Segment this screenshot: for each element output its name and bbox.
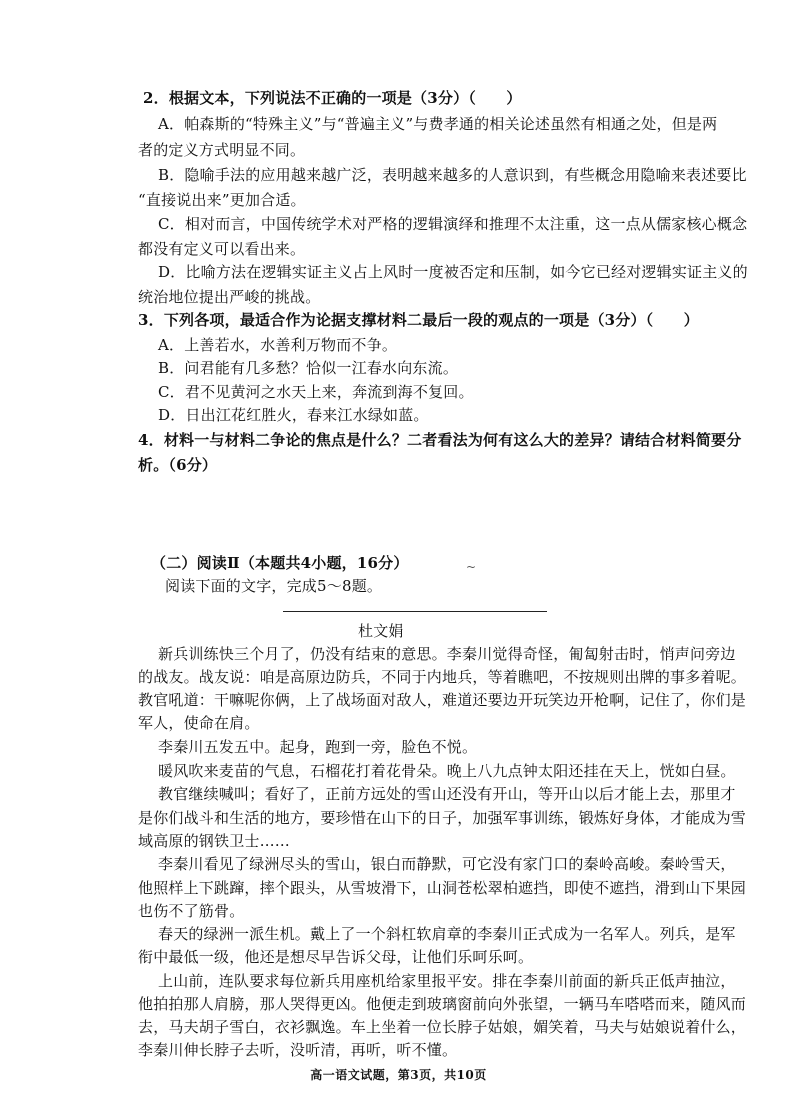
question-3-option-b: B．问君能有几多愁？恰似一江春水向东流。	[158, 359, 459, 377]
title-divider	[283, 611, 547, 612]
story-author: 杜文娟	[358, 622, 404, 640]
story-p4-line1: 教官继续喊叫；看好了，正前方远处的雪山还没有开山，等开山以后才能上去，那里才	[158, 785, 736, 803]
story-p1-line2: 的战友。战友说：咱是高原边防兵，不同于内地兵，等着瞧吧，不按规则出牌的事多着呢。	[138, 668, 747, 686]
question-2-option-a-line1: A．帕森斯的“特殊主义”与“普遍主义”与费孝通的相关论述虽然有相通之处，但是两	[158, 115, 718, 133]
page-footer: 高一语文试题，第3页，共10页	[310, 1068, 487, 1082]
story-p4-line2: 是你们战斗和生活的地方，要珍惜在山下的日子，加强军事训练，锻炼好身体，才能成为雪	[138, 809, 747, 827]
story-p5-line2: 他照样上下跳蹿，摔个跟头，从雪坡滑下，山洞苍松翠柏遮挡，即使不遮挡，滑到山下果园	[138, 879, 747, 897]
story-p7-line3: 去，马夫胡子雪白，衣衫飘逸。车上坐着一位长脖子姑娘，媚笑着，马夫与姑娘说着什么，	[138, 1018, 747, 1036]
question-2-option-a-line2: 者的定义方式明显不同。	[138, 141, 306, 159]
story-p7-line1: 上山前，连队要求每位新兵用座机给家里报平安。排在李秦川前面的新兵正低声抽泣，	[158, 972, 736, 990]
question-4-stem-line2: 析。（6分）	[138, 456, 218, 474]
story-p3-line1: 暖风吹来麦苗的气息，石榴花打着花骨朵。晚上八九点钟太阳还挂在天上，恍如白昼。	[158, 762, 736, 780]
story-p1-line4: 军人，使命在肩。	[138, 714, 260, 732]
story-p6-line1: 春天的绿洲一派生机。戴上了一个斜杠软肩章的李秦川正式成为一名军人。列兵，是军	[158, 925, 736, 943]
story-p6-line2: 衔中最低一级，他还是想尽早告诉父母，让他们乐呵乐呵。	[138, 948, 534, 966]
section-2-heading: （二）阅读Ⅱ（本题共4小题，16分）	[151, 554, 409, 572]
question-2-option-b-line1: B．隐喻手法的应用越来越广泛，表明越来越多的人意识到，有些概念用隐喻来表述要比	[158, 166, 747, 184]
story-p2-line1: 李秦川五发五中。起身，跑到一旁，脸色不悦。	[158, 738, 478, 756]
section-2-instruction: 阅读下面的文字，完成5～8题。	[165, 577, 383, 595]
story-p7-line4: 李秦川伸长脖子去听，没听清，再听，听不懂。	[138, 1041, 458, 1059]
story-p4-line3: 域高原的钢铁卫士……	[138, 832, 291, 850]
story-p1-line3: 教官吼道：干嘛呢你俩，上了战场面对敌人，难道还要边开玩笑边开枪啊，记住了，你们是	[138, 691, 747, 709]
question-4-stem-line1: 4．材料一与材料二争论的焦点是什么？二者看法为何有这么大的差异？请结合材料简要分	[138, 431, 742, 449]
question-3-option-a: A．上善若水，水善利万物而不争。	[158, 336, 398, 354]
story-p7-line2: 他拍拍那人肩膀，那人哭得更凶。他便走到玻璃窗前向外张望，一辆马车嗒嗒而来，随风而	[138, 995, 747, 1013]
question-3-option-c: C．君不见黄河之水天上来，奔流到海不复回。	[158, 383, 474, 401]
story-p5-line1: 李秦川看见了绿洲尽头的雪山，银白而静默，可它没有家门口的秦岭高峻。秦岭雪天，	[158, 855, 736, 873]
story-p5-line3: 也伤不了筋骨。	[138, 902, 245, 920]
question-2-option-d-line2: 统治地位提出严峻的挑战。	[138, 288, 321, 306]
question-2-option-c-line2: 都没有定义可以看出来。	[138, 240, 306, 258]
question-2-option-b-line2: “直接说出来”更加合适。	[138, 191, 306, 209]
question-2-option-d-line1: D．比喻方法在逻辑实证主义占上风时一度被否定和压制，如今它已经对逻辑实证主义的	[158, 263, 748, 281]
question-2-stem: 2．根据文本，下列说法不正确的一项是（3分）（ ）	[143, 89, 522, 107]
question-2-option-c-line1: C．相对而言，中国传统学术对严格的逻辑演绎和推理不太注重，这一点从儒家核心概念	[158, 215, 748, 233]
question-3-option-d: D．日出江花红胜火，春来江水绿如蓝。	[158, 406, 429, 424]
scan-speck: ~	[466, 560, 477, 574]
question-3-stem: 3．下列各项，最适合作为论据支撑材料二最后一段的观点的一项是（3分）（ ）	[138, 311, 699, 329]
story-p1-line1: 新兵训练快三个月了，仍没有结束的意思。李秦川觉得奇怪，匍匐射击时，悄声问旁边	[158, 645, 736, 663]
